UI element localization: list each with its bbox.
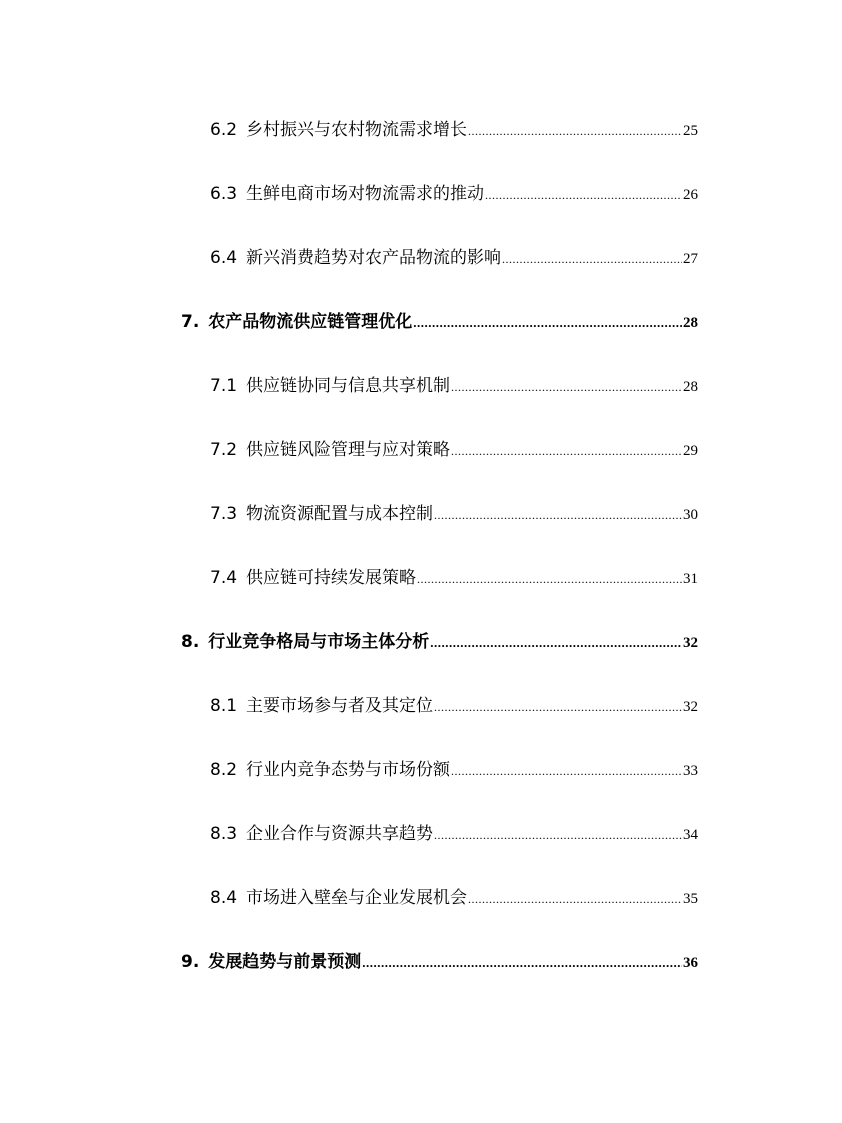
toc-entry-number: 8.1 xyxy=(210,696,238,716)
toc-chapter-9[interactable] xyxy=(181,948,698,976)
dot-leader xyxy=(417,565,682,593)
toc-entry-number: 7.4 xyxy=(210,568,238,588)
toc-entry-number: 6.3 xyxy=(210,184,238,204)
dot-leader xyxy=(430,629,682,657)
toc-entry-title: 市场进入壁垒与企业发展机会 xyxy=(246,888,468,908)
toc-entry-title: 物流资源配置与成本控制 xyxy=(246,504,434,524)
dot-leader xyxy=(485,181,682,209)
toc-entry-8-3[interactable] xyxy=(210,820,698,848)
toc-entry-page: 27 xyxy=(683,251,698,267)
toc-chapter-title: 农产品物流供应链管理优化 xyxy=(208,312,413,332)
toc-entry-title: 生鲜电商市场对物流需求的推动 xyxy=(246,184,485,204)
toc-chapter-title: 发展趋势与前景预测 xyxy=(208,952,362,972)
toc-entry-number: 7.3 xyxy=(210,504,238,524)
toc-chapter-8[interactable] xyxy=(181,628,698,656)
toc-entry-number: 6.2 xyxy=(210,120,238,140)
toc-entry-title: 乡村振兴与农村物流需求增长 xyxy=(246,120,468,140)
toc-chapter-7[interactable] xyxy=(181,308,698,336)
toc-entry-number: 8.2 xyxy=(210,760,238,780)
dot-leader xyxy=(362,949,682,977)
toc-entry-title: 行业内竞争态势与市场份额 xyxy=(246,760,451,780)
toc-entry-title: 企业合作与资源共享趋势 xyxy=(246,824,434,844)
dot-leader xyxy=(434,501,682,529)
toc-entry-number: 7.2 xyxy=(210,440,238,460)
toc-chapter-number: 9. xyxy=(181,952,200,972)
toc-entry-page: 32 xyxy=(683,699,698,715)
dot-leader xyxy=(451,757,682,785)
toc-entry-page: 28 xyxy=(683,379,698,395)
toc-entry-page: 26 xyxy=(683,187,698,203)
toc-entry-7-1[interactable] xyxy=(210,372,698,400)
toc-chapter-page: 32 xyxy=(683,635,698,651)
toc-entry-7-4[interactable] xyxy=(210,564,698,592)
toc-entry-title: 供应链协同与信息共享机制 xyxy=(246,376,451,396)
dot-leader xyxy=(413,309,682,337)
toc-entry-page: 35 xyxy=(683,891,698,907)
toc-entry-6-3[interactable] xyxy=(210,180,698,208)
toc-entry-page: 25 xyxy=(683,123,698,139)
toc-entry-page: 29 xyxy=(683,443,698,459)
toc-chapter-page: 28 xyxy=(683,315,698,331)
dot-leader xyxy=(451,437,682,465)
toc-entry-number: 7.1 xyxy=(210,376,238,396)
toc-entry-number: 8.4 xyxy=(210,888,238,908)
toc-entry-8-4[interactable] xyxy=(210,884,698,912)
toc-entry-title: 供应链可持续发展策略 xyxy=(246,568,417,588)
toc-entry-page: 31 xyxy=(683,571,698,587)
dot-leader xyxy=(468,885,682,913)
toc-entry-page: 33 xyxy=(683,763,698,779)
toc-entry-6-2[interactable] xyxy=(210,116,698,144)
dot-leader xyxy=(451,373,682,401)
dot-leader xyxy=(502,245,682,273)
toc-entry-8-2[interactable] xyxy=(210,756,698,784)
toc-chapter-page: 36 xyxy=(683,955,698,971)
toc-entry-7-3[interactable] xyxy=(210,500,698,528)
toc-entry-number: 6.4 xyxy=(210,248,238,268)
dot-leader xyxy=(468,117,682,145)
toc-entry-title: 主要市场参与者及其定位 xyxy=(246,696,434,716)
toc-entry-title: 供应链风险管理与应对策略 xyxy=(246,440,451,460)
toc-chapter-number: 8. xyxy=(181,632,200,652)
toc-chapter-title: 行业竞争格局与市场主体分析 xyxy=(208,632,430,652)
toc-entry-7-2[interactable] xyxy=(210,436,698,464)
toc-entry-page: 30 xyxy=(683,507,698,523)
toc-entry-6-4[interactable] xyxy=(210,244,698,272)
toc-entry-8-1[interactable] xyxy=(210,692,698,720)
dot-leader xyxy=(434,693,682,721)
dot-leader xyxy=(434,821,682,849)
toc-chapter-number: 7. xyxy=(181,312,200,332)
toc-entry-title: 新兴消费趋势对农产品物流的影响 xyxy=(246,248,502,268)
toc-entry-page: 34 xyxy=(683,827,698,843)
toc-entry-number: 8.3 xyxy=(210,824,238,844)
